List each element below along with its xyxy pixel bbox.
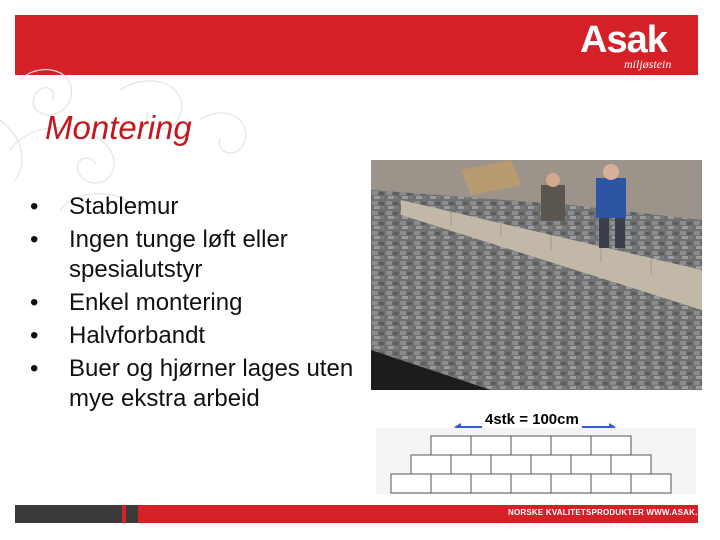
list-item-text: Buer og hjørner lages uten mye ekstra arbeid [69,355,354,412]
bullet-marker: • [30,322,39,349]
footer-block [126,505,138,523]
list-item [30,354,360,414]
bullet-list [30,192,360,417]
brand-logo: Asak [580,19,667,61]
bullet-marker: • [30,355,39,382]
list-item [30,288,360,318]
list-item-text: Stablemur [69,193,179,220]
brand-tagline: miljøstein [624,57,672,71]
footer-text: NORSKE KVALITETSPRODUKTER WWW.ASAK.NO [508,508,710,517]
list-item [30,321,360,351]
bullet-marker: • [30,289,39,316]
construction-photo [371,160,702,390]
list-item-text: Halvforbandt [69,322,206,349]
list-item-text: Enkel montering [69,289,243,316]
slide-title: Montering [45,109,192,146]
list-item [30,192,360,222]
footer-block [15,505,122,523]
list-item-text: Ingen tunge løft eller spesialutstyr [69,226,288,283]
list-item [30,225,360,285]
block-wall-drawing [376,428,696,494]
dimension-label: 4stk = 100cm [482,411,582,428]
bullet-marker: • [30,226,39,253]
bullet-marker: • [30,193,39,220]
